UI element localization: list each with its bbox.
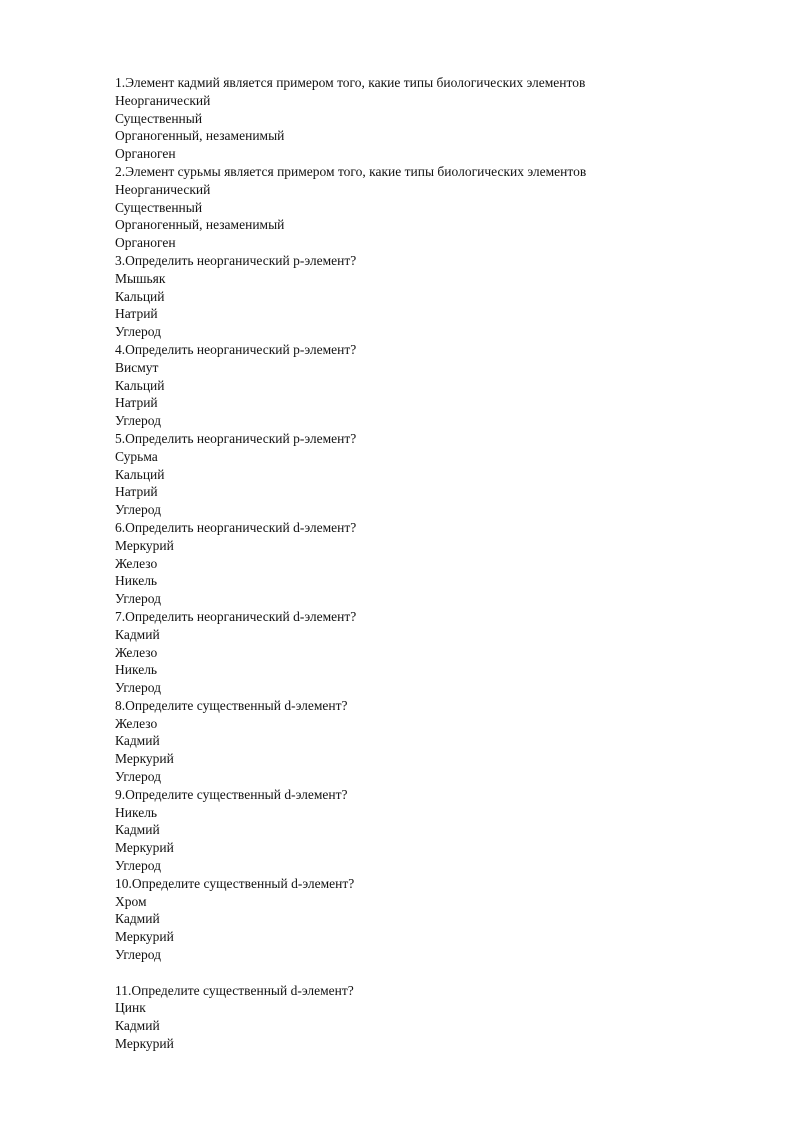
- question-text: 4.Определить неорганический p-элемент?: [115, 341, 357, 357]
- answer-option: Натрий: [115, 484, 158, 500]
- answer-option: Никель: [115, 662, 158, 678]
- answer-option: Железо: [115, 555, 158, 571]
- answer-option: Мышьяк: [115, 270, 166, 286]
- answer-option: Существенный: [115, 110, 203, 126]
- question-block: [115, 341, 715, 430]
- question-block: [115, 875, 715, 964]
- question-block: [115, 163, 715, 252]
- question-text: 6.Определить неорганический d-элемент?: [115, 519, 357, 535]
- answer-option: Органоген: [115, 146, 176, 162]
- answer-option: Хром: [115, 893, 147, 909]
- answer-option: Меркурий: [115, 929, 174, 945]
- answer-option: Углерод: [115, 591, 161, 607]
- question-block: [115, 982, 715, 1053]
- answer-option: Органоген: [115, 235, 176, 251]
- question-text: 7.Определить неорганический d-элемент?: [115, 608, 357, 624]
- question-block: [115, 697, 715, 786]
- answer-option: Существенный: [115, 199, 203, 215]
- answer-option: Цинк: [115, 1000, 146, 1016]
- question-block: [115, 430, 715, 519]
- answer-option: Углерод: [115, 502, 161, 518]
- answer-option: Натрий: [115, 395, 158, 411]
- answer-option: Меркурий: [115, 751, 174, 767]
- answer-option: Кадмий: [115, 1018, 160, 1034]
- answer-option: Кадмий: [115, 911, 160, 927]
- answer-option: Меркурий: [115, 537, 174, 553]
- question-block: [115, 252, 715, 341]
- answer-option: Сурьма: [115, 448, 158, 464]
- answer-option: Натрий: [115, 306, 158, 322]
- question-block: [115, 74, 715, 163]
- answer-option: Углерод: [115, 680, 161, 696]
- question-block: [115, 786, 715, 875]
- answer-option: Углерод: [115, 769, 161, 785]
- answer-option: Никель: [115, 804, 158, 820]
- answer-option: Неорганический: [115, 92, 211, 108]
- answer-option: Органогенный, незаменимый: [115, 217, 285, 233]
- answer-option: Органогенный, незаменимый: [115, 128, 285, 144]
- question-block: [115, 608, 715, 697]
- answer-option: Кальций: [115, 288, 165, 304]
- answer-option: Углерод: [115, 858, 161, 874]
- answer-option: Кальций: [115, 377, 165, 393]
- answer-option: Меркурий: [115, 1036, 174, 1052]
- answer-option: Неорганический: [115, 181, 211, 197]
- answer-option: Никель: [115, 573, 158, 589]
- answer-option: Меркурий: [115, 840, 174, 856]
- answer-option: Железо: [115, 644, 158, 660]
- document-body: [115, 74, 715, 1053]
- answer-option: Углерод: [115, 413, 161, 429]
- question-text: 1.Элемент кадмий является примером того, какие типы биологических элементов: [115, 75, 586, 90]
- question-text: 8.Определите существенный d-элемент?: [115, 697, 348, 713]
- question-text: 11.Определите существенный d-элемент?: [115, 982, 354, 998]
- answer-option: Висмут: [115, 359, 159, 375]
- answer-option: Кальций: [115, 466, 165, 482]
- question-text: 3.Определить неорганический p-элемент?: [115, 252, 357, 268]
- answer-option: Железо: [115, 715, 158, 731]
- question-text: 5.Определить неорганический p-элемент?: [115, 430, 357, 446]
- answer-option: Кадмий: [115, 733, 160, 749]
- question-text: 10.Определите существенный d-элемент?: [115, 875, 355, 891]
- answer-option: Углерод: [115, 947, 161, 963]
- answer-option: Кадмий: [115, 822, 160, 838]
- answer-option: Углерод: [115, 324, 161, 340]
- answer-option: Кадмий: [115, 626, 160, 642]
- question-text: 2.Элемент сурьмы является примером того, какие типы биологических элементов: [115, 163, 587, 179]
- question-text: 9.Определите существенный d-элемент?: [115, 786, 348, 802]
- question-block: [115, 519, 715, 608]
